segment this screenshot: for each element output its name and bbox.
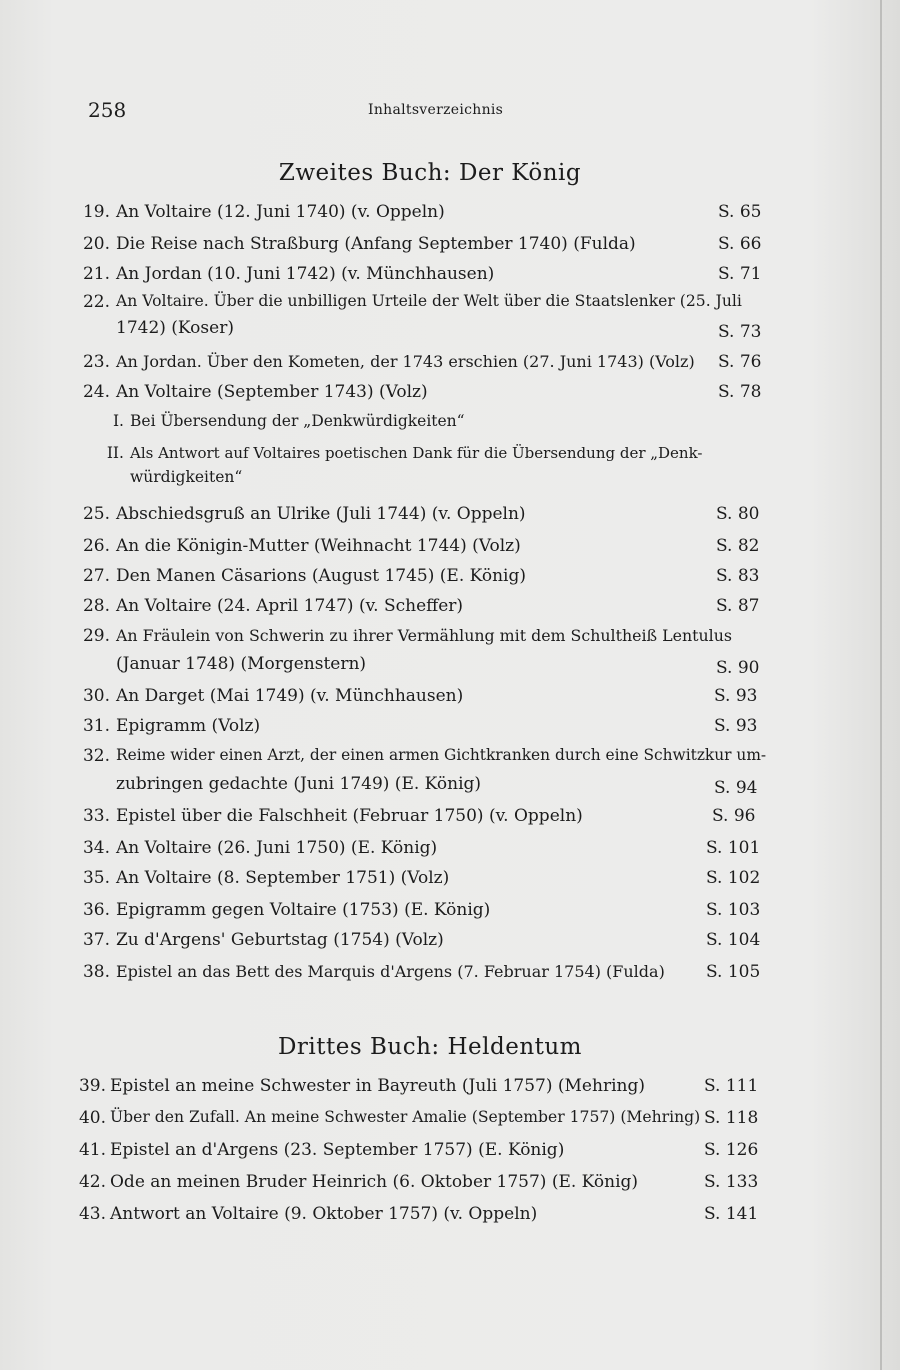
entry-page: S. 141 xyxy=(704,1204,759,1224)
entry-page: S. 105 xyxy=(706,962,761,982)
entry-number: 33. xyxy=(82,806,110,826)
toc-entry xyxy=(0,382,900,410)
entry-page: S. 78 xyxy=(718,382,762,402)
toc-entry xyxy=(0,1108,900,1136)
entry-title-continued: zubringen gedachte (Juni 1749) (E. König) xyxy=(116,774,482,794)
section-title-drittes-buch: Drittes Buch: Heldentum xyxy=(277,1034,582,1060)
toc-entry xyxy=(0,868,900,896)
running-head-title: Inhaltsverzeichnis xyxy=(368,102,504,118)
entry-page: S. 93 xyxy=(714,686,758,706)
entry-page: S. 96 xyxy=(712,806,756,826)
entry-number: 40. xyxy=(78,1108,106,1128)
entry-title: Epigramm (Volz) xyxy=(116,716,261,736)
entry-number: 20. xyxy=(82,234,110,254)
entry-page: S. 80 xyxy=(716,504,760,524)
entry-number: 30. xyxy=(82,686,110,706)
entry-page: S. 83 xyxy=(716,566,760,586)
entry-title: Den Manen Cäsarions (August 1745) (E. König) xyxy=(116,566,527,586)
toc-entry xyxy=(0,504,900,532)
page-number: 258 xyxy=(88,98,127,122)
entry-page: S. 71 xyxy=(718,264,762,284)
entry-number: 22. xyxy=(82,292,110,312)
toc-sub-entry xyxy=(0,444,900,496)
entry-title: An Voltaire (September 1743) (Volz) xyxy=(116,382,428,402)
entry-title: Epistel über die Falschheit (Februar 1750) (v. Oppeln) xyxy=(116,806,583,826)
toc-entry xyxy=(0,202,900,230)
entry-number: 39. xyxy=(78,1076,106,1096)
toc-entry xyxy=(0,1172,900,1200)
sub-entry-title: Bei Übersendung der „Denkwürdigkeiten“ xyxy=(130,412,465,430)
toc-entry xyxy=(0,566,900,594)
entry-number: 43. xyxy=(78,1204,106,1224)
sub-entry-title: Als Antwort auf Voltaires poetischen Dank für die Übersendung der „Denk- xyxy=(130,444,703,462)
entry-number: 29. xyxy=(82,626,110,646)
entry-page: S. 102 xyxy=(706,868,761,888)
entry-title: Die Reise nach Straßburg (Anfang September 1740) (Fulda) xyxy=(116,234,636,254)
entry-title: An Voltaire (26. Juni 1750) (E. König) xyxy=(116,838,438,858)
entry-page: S. 103 xyxy=(706,900,761,920)
entry-title: An Fräulein von Schwerin zu ihrer Vermählung mit dem Schultheiß Lentulus xyxy=(116,626,732,645)
toc-entry xyxy=(0,234,900,262)
sub-entry-number: II. xyxy=(106,444,124,462)
entry-page: S. 126 xyxy=(704,1140,759,1160)
toc-entry xyxy=(0,686,900,714)
running-head xyxy=(88,98,528,128)
entry-title: Epistel an meine Schwester in Bayreuth (Juli 1757) (Mehring) xyxy=(110,1076,645,1096)
entry-title: Über den Zufall. An meine Schwester Amalie (September 1757) (Mehring) xyxy=(110,1108,701,1126)
entry-title: An Voltaire. Über die unbilligen Urteile der Welt über die Staatslenker (25. Juli xyxy=(116,292,742,310)
section-title-zweites-buch: Zweites Buch: Der König xyxy=(278,160,582,186)
toc-entry xyxy=(0,596,900,624)
entry-title-continued: 1742) (Koser) xyxy=(116,318,234,338)
entry-number: 34. xyxy=(82,838,110,858)
entry-number: 36. xyxy=(82,900,110,920)
entry-title: Zu d'Argens' Geburtstag (1754) (Volz) xyxy=(116,930,444,950)
entry-number: 38. xyxy=(82,962,110,982)
toc-entry xyxy=(0,806,900,834)
toc-entry xyxy=(0,1204,900,1232)
entry-number: 19. xyxy=(82,202,110,222)
toc-entry xyxy=(0,264,900,292)
toc-entry xyxy=(0,536,900,564)
entry-page: S. 76 xyxy=(718,352,762,372)
entry-page: S. 101 xyxy=(706,838,761,858)
entry-number: 26. xyxy=(82,536,110,556)
entry-number: 25. xyxy=(82,504,110,524)
entry-page: S. 111 xyxy=(704,1076,759,1096)
entry-page: S. 133 xyxy=(704,1172,759,1192)
entry-title: Epistel an das Bett des Marquis d'Argens (7. Februar 1754) (Fulda) xyxy=(116,962,665,981)
toc-entry xyxy=(0,900,900,928)
entry-title: Abschiedsgruß an Ulrike (Juli 1744) (v. Oppeln) xyxy=(116,504,526,524)
entry-title: Antwort an Voltaire (9. Oktober 1757) (v. Oppeln) xyxy=(110,1204,538,1224)
entry-page: S. 73 xyxy=(718,322,762,342)
entry-page: S. 90 xyxy=(716,658,760,678)
entry-number: 21. xyxy=(82,264,110,284)
entry-title: Epistel an d'Argens (23. September 1757) (E. König) xyxy=(110,1140,565,1160)
entry-title: An Darget (Mai 1749) (v. Münchhausen) xyxy=(116,686,464,706)
toc-entry xyxy=(0,962,900,990)
entry-number: 41. xyxy=(78,1140,106,1160)
toc-entry xyxy=(0,1140,900,1168)
toc-entry xyxy=(0,292,900,348)
entry-number: 23. xyxy=(82,352,110,372)
entry-number: 31. xyxy=(82,716,110,736)
toc-entry xyxy=(0,716,900,744)
toc-sub-entry xyxy=(0,412,900,440)
entry-number: 28. xyxy=(82,596,110,616)
entry-page: S. 93 xyxy=(714,716,758,736)
entry-number: 35. xyxy=(82,868,110,888)
entry-title: An Voltaire (8. September 1751) (Volz) xyxy=(116,868,450,888)
toc-entry xyxy=(0,1076,900,1104)
toc-entry xyxy=(0,930,900,958)
entry-number: 42. xyxy=(78,1172,106,1192)
entry-title: An die Königin-Mutter (Weihnacht 1744) (Volz) xyxy=(116,536,521,556)
entry-page: S. 66 xyxy=(718,234,762,254)
sub-entry-number: I. xyxy=(112,412,124,430)
entry-page: S. 94 xyxy=(714,778,758,798)
entry-title: An Jordan (10. Juni 1742) (v. Münchhausen) xyxy=(116,264,495,284)
entry-page: S. 104 xyxy=(706,930,761,950)
entry-title: Ode an meinen Bruder Heinrich (6. Oktober 1757) (E. König) xyxy=(110,1172,639,1192)
toc-entry xyxy=(0,626,900,682)
sub-entry-title-continued: würdigkeiten“ xyxy=(130,468,243,486)
toc-entry xyxy=(0,352,900,380)
entry-number: 37. xyxy=(82,930,110,950)
entry-number: 27. xyxy=(82,566,110,586)
entry-title: An Voltaire (12. Juni 1740) (v. Oppeln) xyxy=(116,202,445,222)
entry-title: Epigramm gegen Voltaire (1753) (E. König) xyxy=(116,900,491,920)
entry-number: 32. xyxy=(82,746,110,766)
entry-page: S. 87 xyxy=(716,596,760,616)
entry-title: An Voltaire (24. April 1747) (v. Scheffer) xyxy=(116,596,464,616)
entry-page: S. 118 xyxy=(704,1108,759,1128)
toc-entry xyxy=(0,746,900,802)
toc-entry xyxy=(0,838,900,866)
entry-page: S. 65 xyxy=(718,202,762,222)
entry-title-continued: (Januar 1748) (Morgenstern) xyxy=(116,654,367,674)
entry-title: An Jordan. Über den Kometen, der 1743 erschien (27. Juni 1743) (Volz) xyxy=(116,352,695,371)
entry-number: 24. xyxy=(82,382,110,402)
entry-page: S. 82 xyxy=(716,536,760,556)
entry-title: Reime wider einen Arzt, der einen armen Gichtkranken durch eine Schwitzkur um- xyxy=(116,746,767,764)
